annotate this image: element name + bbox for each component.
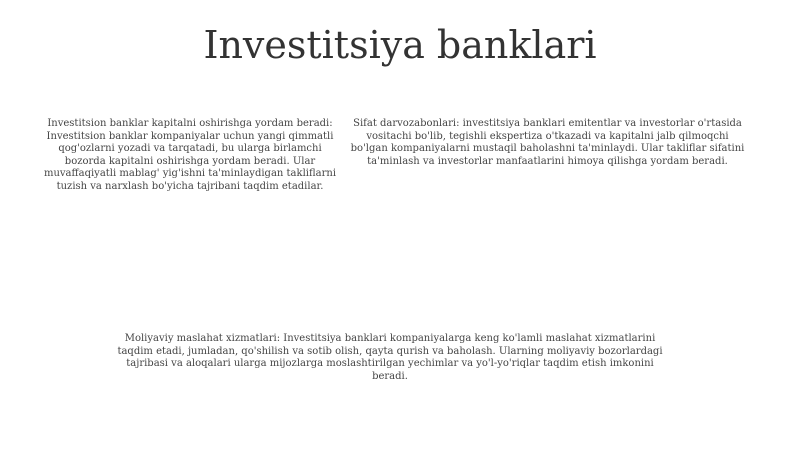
slide-title: Investitsiya banklari [203, 23, 597, 67]
text-block-quality-gatekeepers: Sifat darvozabonlari: investitsiya banklari emitentlar va investorlar o'rtasida vositachi bo'lib, tegishli ekspertiza o'tkazadi va kapitalni jalb qilmoqchi bo'lgan kompaniyalarni mustaqil baholashni ta'minlaydi. Ular takliflar sifatini ta'minlash va investorlar manfaatlarini himoya qilishga yordam beradi. [350, 118, 745, 167]
text-block-advisory-services: Moliyaviy maslahat xizmatlari: Investitsiya banklari kompaniyalarga keng ko'lamli maslahat xizmatlarini taqdim etadi, jumladan, qo'shilish va sotib olish, qayta qurish va baholash. Ularning moliyaviy bozorlardagi tajribasi va aloqalari ularga mijozlarga moslashtirilgan yechimlar va yo'l-yo'riqlar taqdim etish imkonini beradi. [117, 333, 663, 382]
text-block-capital-raising: Investitsion banklar kapitalni oshirishga yordam beradi: Investitsion banklar kompaniyalar uchun yangi qimmatli qog'ozlarni yozadi va tarqatadi, bu ularga birlamchi bozorda kapitalni oshirishga yordam beradi. Ular muvaffaqiyatli mablag' yig'ishni ta'minlaydigan takliflarni tuzish va narxlash bo'yicha tajribani taqdim etadilar. [43, 118, 337, 192]
